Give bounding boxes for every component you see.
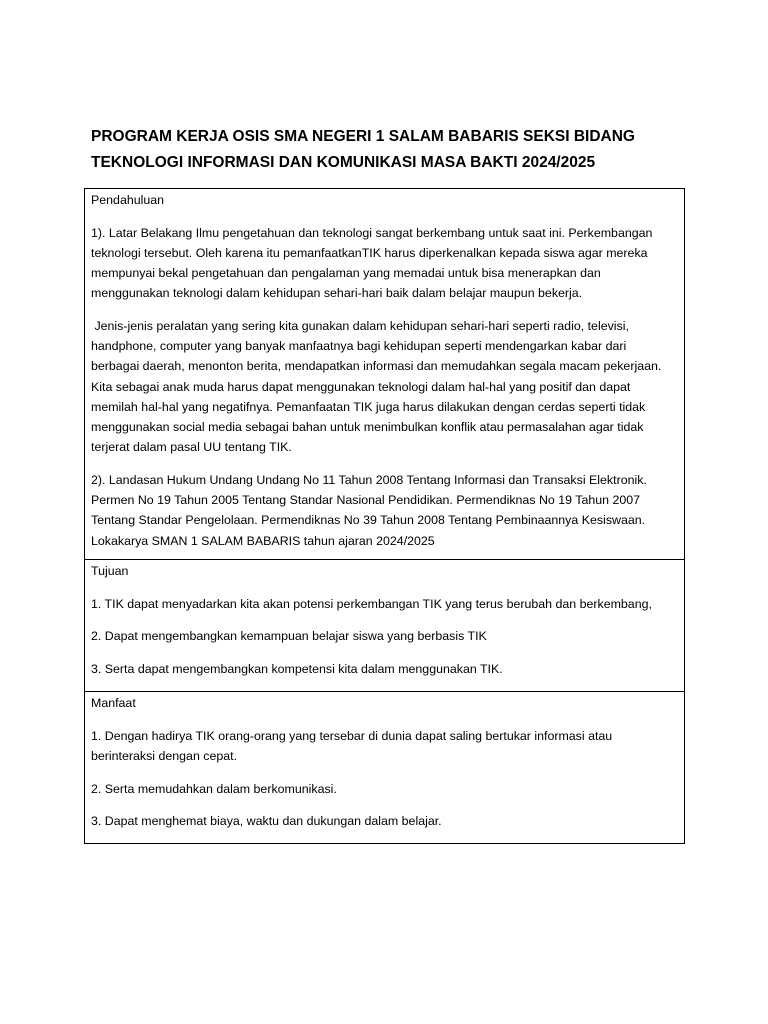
text-line: Kita sebagai anak muda harus dapat menggunakan teknologi dalam hal-hal yang positif dan dapat: [91, 379, 631, 394]
text-line: menggunakan teknologi dalam kehidupan sehari-hari baik dalam belajar maupun bekerja.: [91, 286, 583, 301]
text-line: mempunyai bekal pengetahuan dan pengalaman yang memadai untuk bisa menerapkan dan: [91, 266, 601, 281]
text-line: terjerat dalam pasal UU tentang TIK.: [91, 440, 292, 455]
title-line-1: PROGRAM KERJA OSIS SMA NEGERI 1 SALAM BABARIS SEKSI BIDANG: [91, 128, 635, 145]
text-line: teknologi tersebut. Oleh karena itu pemanfaatkanTIK harus diperkenalkan kepada siswa agar mereka: [91, 245, 648, 260]
section-heading-manfaat: Manfaat: [91, 696, 136, 710]
document-title: [91, 124, 691, 176]
text-line: 2). Landasan Hukum Undang Undang No 11 Tahun 2008 Tentang Informasi dan Transaksi Elektronik.: [91, 472, 647, 487]
manfaat-item-2: 2. Serta memudahkan dalam berkomunikasi.: [91, 781, 337, 796]
section-cell-manfaat: [85, 692, 685, 844]
tujuan-item-2: 2. Dapat mengembangkan kemampuan belajar siswa yang berbasis TIK: [91, 629, 487, 644]
tujuan-item-3: 3. Serta dapat mengembangkan kompetensi kita dalam menggunakan TIK.: [91, 662, 503, 677]
section-row-tujuan: [85, 560, 685, 692]
section-heading-tujuan: Tujuan: [91, 564, 129, 578]
text-line: handphone, computer yang banyak manfaatnya bagi kehidupan seperti mendengarkan kabar dari: [91, 339, 627, 354]
text-line: Tentang Standar Pengelolaan. Permendiknas No 39 Tahun 2008 Tentang Pembinaannya Kesiswaan.: [91, 513, 646, 528]
section-heading-pendahuluan: Pendahuluan: [91, 193, 165, 207]
text-line: Jenis-jenis peralatan yang sering kita gunakan dalam kehidupan sehari-hari seperti radio, televisi,: [91, 319, 629, 334]
text-line: Permen No 19 Tahun 2005 Tentang Standar Nasional Pendidikan. Permendiknas No 19 Tahun 2007: [91, 493, 641, 508]
paragraph-latar-belakang: [91, 223, 678, 304]
text-line: 1. Dengan hadirya TIK orang-orang yang tersebar di dunia dapat saling bertukar informasi atau: [91, 728, 613, 743]
text-line: Lokakarya SMAN 1 SALAM BABARIS tahun ajaran 2024/2025: [91, 533, 435, 548]
manfaat-item-3: 3. Dapat menghemat biaya, waktu dan dukungan dalam belajar.: [91, 814, 442, 829]
tujuan-item-1: 1. TIK dapat menyadarkan kita akan potensi perkembangan TIK yang terus berubah dan berkembang,: [91, 596, 652, 611]
section-cell-tujuan: [85, 560, 685, 692]
text-line: memilah hal-hal yang negatifnya. Pemanfaatan TIK juga harus dilakukan dengan cerdas seperti tidak: [91, 399, 646, 414]
section-row-pendahuluan: [85, 189, 685, 560]
section-row-manfaat: [85, 692, 685, 844]
text-line: berinteraksi dengan cepat.: [91, 748, 238, 763]
text-line: menggunakan social media sebagai bahan untuk menimbulkan konflik atau permasalahan agar tidak: [91, 420, 644, 435]
manfaat-item-1: [91, 726, 678, 766]
paragraph-landasan-hukum: [91, 470, 678, 551]
program-table: [84, 188, 685, 844]
text-line: 1). Latar Belakang Ilmu pengetahuan dan teknologi sangat berkembang untuk saat ini. Perkembangan: [91, 225, 653, 240]
title-line-2: TEKNOLOGI INFORMASI DAN KOMUNIKASI MASA BAKTI 2024/2025: [91, 154, 596, 171]
section-cell-pendahuluan: [85, 189, 685, 560]
paragraph-jenis-peralatan: [91, 316, 678, 457]
text-line: berbagai daerah, menonton berita, mendapatkan informasi dan memudahkan segala macam pekerjaan.: [91, 359, 662, 374]
